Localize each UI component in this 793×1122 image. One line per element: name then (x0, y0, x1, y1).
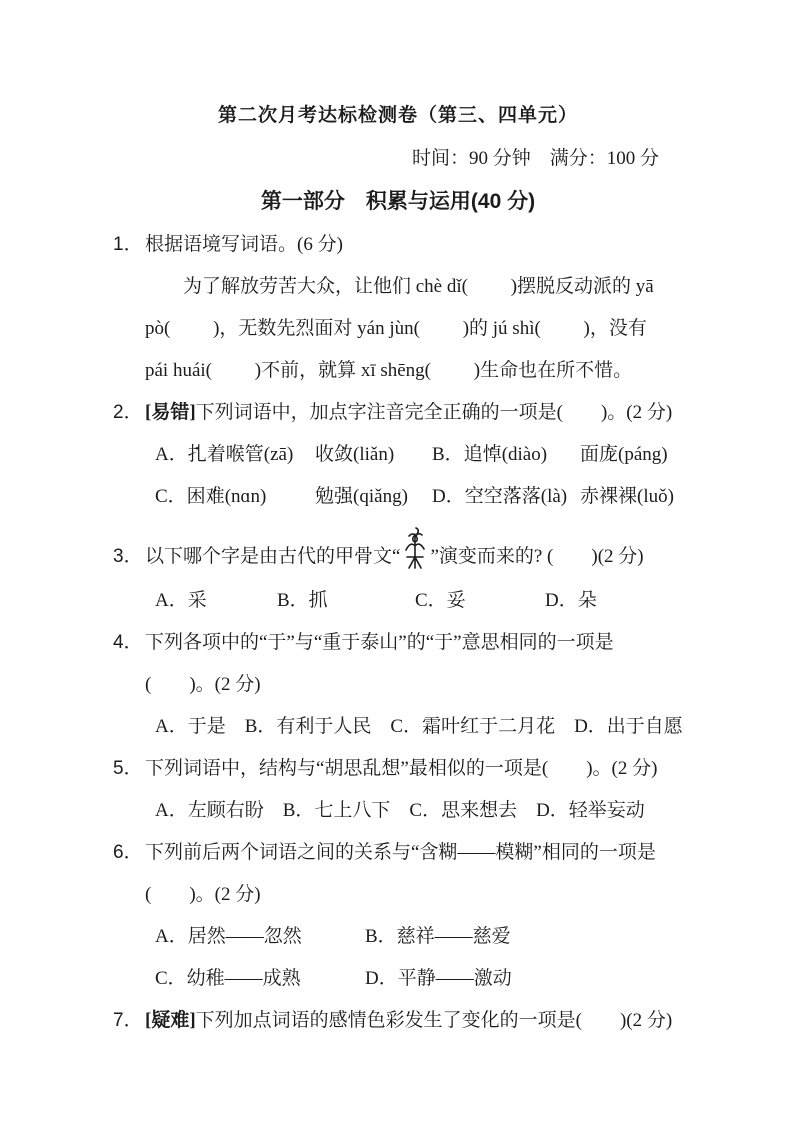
exam-meta: 时间：90 分钟 满分：100 分 (411, 148, 659, 169)
oracle-bone-cai-glyph-icon (402, 526, 428, 570)
q6-option-d: D．平静——激动 (365, 968, 512, 989)
q4-option-row: A．于是 B．有利于人民 C．霜叶红于二月花 D．出于自愿 (155, 716, 683, 737)
q6-option-a: A．居然——忽然 (155, 926, 302, 947)
question-7-stem-text: 下列加点词语的感情色彩发生了变化的一项是( )(2 分) (195, 1010, 673, 1031)
question-4-stem (113, 622, 683, 664)
q6-option-b: B．慈祥——慈爱 (365, 926, 511, 947)
question-4-stem-line-2: ( )。(2 分) (145, 674, 261, 695)
q2-option-d-word2: 赤裸 •裸(luǒ) (580, 476, 683, 518)
question-7-tag: [疑难] (145, 1010, 196, 1031)
question-4-number: 4． (113, 632, 143, 653)
q2-option-b: B．追悼 •(diào) (432, 434, 580, 476)
question-3-stem-pre: 以下哪个字是由古代的甲骨文“ (145, 546, 401, 567)
q2-option-a-word2: 收敛 •(liǎn) (315, 434, 432, 476)
question-2-number: 2． (113, 402, 143, 423)
question-2-stem-text: 下列词语中，加点字注音完全正确的一项是( )。(2 分) (195, 402, 673, 423)
q2-option-d: D．空空落 •落(là) (432, 476, 580, 518)
q2-option-b-word2: 面庞 •(páng) (580, 434, 683, 476)
q1-paragraph-line-2: pò( )，无数先烈面对 yán jùn( )的 jú shì( )，没有 (145, 318, 647, 339)
question-5-stem-text: 下列词语中，结构与“胡思乱想”最相似的一项是( )。(2 分) (145, 758, 658, 779)
question-6-stem-text: 下列前后两个词语之间的关系与“含糊——模糊”相同的一项是 (145, 842, 656, 863)
q3-option-b: B．抓 (277, 590, 328, 611)
question-7-number: 7． (113, 1010, 143, 1031)
question-6-number: 6． (113, 842, 143, 863)
question-3-stem (113, 534, 683, 580)
question-6-stem (113, 832, 683, 874)
question-3-stem-post: ”演变而来的? ( )(2 分) (430, 546, 644, 567)
question-5-stem (113, 748, 683, 790)
question-1-stem (113, 224, 683, 266)
q3-option-c: C．妥 (415, 590, 466, 611)
q2-option-a: A．扎 •着喉管(zā) (155, 434, 315, 476)
question-6-stem-line-2: ( )。(2 分) (145, 884, 261, 905)
q6-option-row-1 (113, 916, 683, 958)
question-1-number: 1． (113, 234, 143, 255)
q2-option-c-word2: 勉强 •(qiǎng) (315, 476, 432, 518)
question-7-stem (113, 1000, 683, 1042)
q5-option-row: A．左顾右盼 B．七上八下 C．思来想去 D．轻举妄动 (155, 800, 645, 821)
question-2-tag: [易错] (145, 402, 196, 423)
q6-option-row-2 (113, 958, 683, 1000)
question-4-stem-text: 下列各项中的“于”与“重于泰山”的“于”意思相同的一项是 (145, 632, 614, 653)
q1-paragraph-line-3: pái huái( )不前，就算 xī shēng( )生命也在所不惜。 (145, 360, 633, 381)
question-2-stem (113, 392, 683, 434)
q3-option-row (113, 580, 683, 622)
exam-title: 第二次月考达标检测卷（第三、四单元） (217, 105, 578, 126)
question-5-number: 5． (113, 758, 143, 779)
question-3-number: 3． (113, 546, 143, 567)
q6-option-c: C．幼稚——成熟 (155, 968, 301, 989)
q2-option-row-2 (113, 476, 683, 518)
q2-option-row-1 (113, 434, 683, 476)
q2-option-c: C．困难 •(nɑn) (155, 476, 315, 518)
question-1-stem-text: 根据语境写词语。(6 分) (145, 234, 343, 255)
q3-option-a: A．采 (155, 590, 207, 611)
section-heading: 第一部分 积累与运用(40 分) (260, 190, 536, 213)
q1-paragraph-line-1: 为了解放劳苦大众，让他们 chè dǐ( )摆脱反动派的 yā (183, 276, 654, 297)
q3-option-d: D．朵 (545, 590, 597, 611)
